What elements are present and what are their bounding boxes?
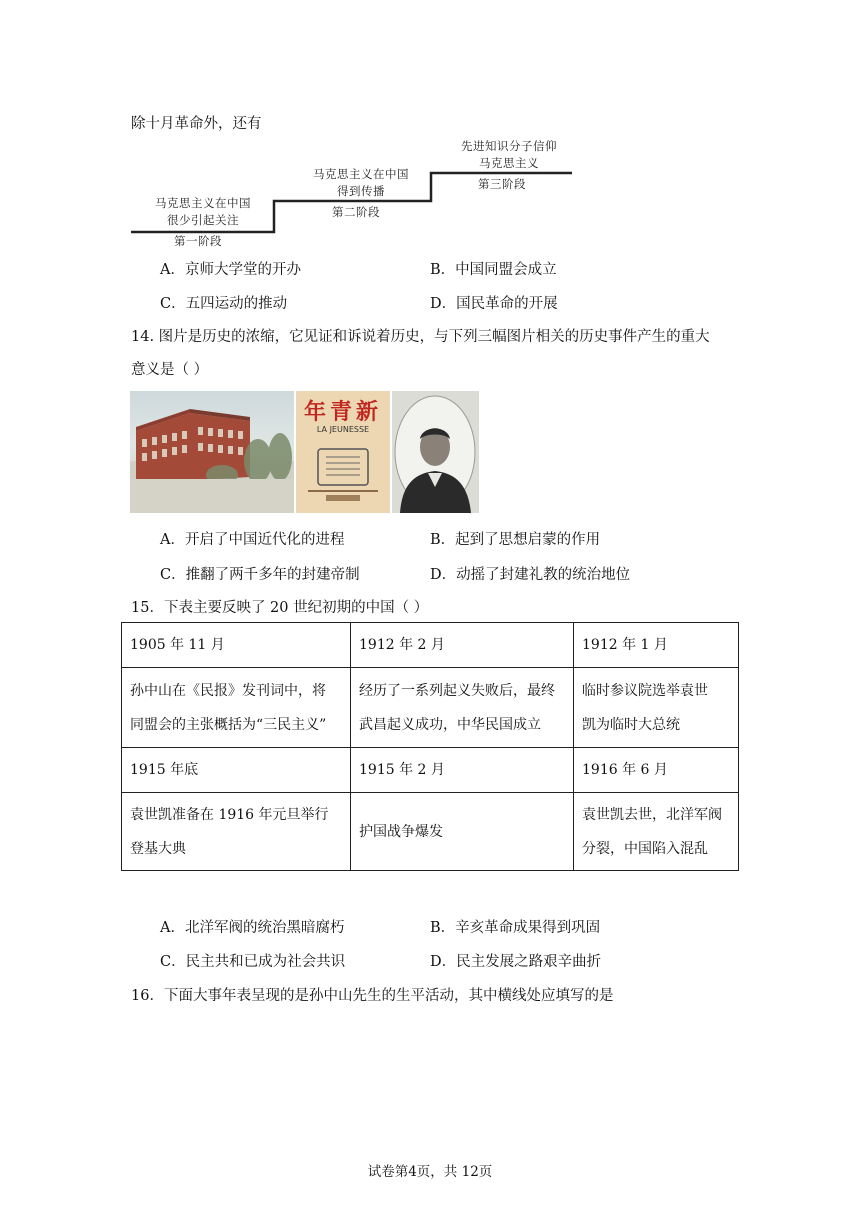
table-row [122, 748, 739, 793]
table-cell: 1912 年 2 月 [351, 623, 574, 668]
table-cell: 1912 年 1 月 [574, 623, 739, 668]
cell-text-line: 经历了一系列起义失败后，最终 [359, 682, 555, 699]
cell-text-line: 袁世凯去世，北洋军阀 [582, 806, 722, 823]
table-row [122, 668, 739, 748]
peking-university-red-building-image [130, 391, 294, 513]
table-cell: 1916 年 6 月 [574, 748, 739, 793]
q14-option-b[interactable]: B．起到了思想启蒙的作用 [430, 532, 601, 548]
table-cell [574, 793, 739, 871]
chen-duxiu-portrait-image [392, 391, 479, 513]
magazine-cover-artwork [296, 391, 390, 513]
table-cell [122, 668, 351, 748]
magazine-subtitle: LA JEUNESSE [316, 425, 370, 434]
q13-option-d[interactable]: D．国民革命的开展 [430, 296, 558, 312]
stage3-label: 第三阶段 [478, 177, 526, 191]
q14-option-c[interactable]: C．推翻了两千多年的封建帝制 [160, 567, 360, 583]
marxism-stages-diagram [131, 140, 581, 250]
table-cell [351, 793, 574, 871]
question-14-stem-line2: 意义是（ ） [131, 362, 209, 378]
table-cell: 1915 年底 [122, 748, 351, 793]
stage2-text-line2: 得到传播 [337, 184, 385, 198]
q13-option-b[interactable]: B．中国同盟会成立 [430, 262, 557, 278]
table-cell: 1905 年 11 月 [122, 623, 351, 668]
stage1-text-line1: 马克思主义在中国 [155, 196, 251, 210]
table-row [122, 793, 739, 871]
q13-option-a[interactable]: A．京师大学堂的开办 [160, 262, 301, 278]
stage2-label: 第二阶段 [332, 205, 380, 219]
cell-text-line: 同盟会的主张概括为“三民主义” [130, 716, 327, 733]
cell-text-line: 临时参议院选举袁世 [582, 682, 708, 699]
q14-option-d[interactable]: D．动摇了封建礼教的统治地位 [430, 567, 631, 583]
table-cell [574, 668, 739, 748]
stage2-text-line1: 马克思主义在中国 [313, 167, 409, 181]
cell-text-line: 凯为临时大总统 [582, 716, 680, 733]
q15-option-d[interactable]: D．民主发展之路艰辛曲折 [430, 954, 602, 970]
new-youth-magazine-cover-image [296, 391, 390, 513]
question-16-stem: 16．下面大事年表呈现的是孙中山先生的生平活动，其中横线处应填写的是 [131, 988, 614, 1004]
stage1-label: 第一阶段 [174, 234, 222, 248]
stage1-text-line2: 很少引起关注 [167, 213, 239, 227]
q14-option-a[interactable]: A．开启了中国近代化的进程 [160, 532, 345, 548]
cell-text-line: 武昌起义成功，中华民国成立 [359, 716, 541, 733]
cell-text-line: 分裂，中国陷入混乱 [582, 840, 708, 857]
table-cell [122, 793, 351, 871]
table-cell [351, 668, 574, 748]
stage3-text-line1: 先进知识分子信仰 [461, 139, 557, 153]
events-table [121, 622, 739, 871]
table-row [122, 623, 739, 668]
stage3-text-line2: 马克思主义 [479, 156, 539, 170]
table-cell: 1915 年 2 月 [351, 748, 574, 793]
q15-option-a[interactable]: A．北洋军阀的统治黑暗腐朽 [160, 920, 345, 936]
page-footer: 试卷第4页，共 12页 [367, 1164, 493, 1180]
q15-option-c[interactable]: C．民主共和已成为社会共识 [160, 954, 346, 970]
question-14-stem-line1: 14. 图片是历史的浓缩，它见证和诉说着历史，与下列三幅图片相关的历史事件产生的重大 [131, 329, 710, 345]
magazine-title: 年青新 [303, 400, 382, 425]
cell-text-line: 袁世凯准备在 1916 年元旦举行 [130, 806, 329, 823]
question-13-intro: 除十月革命外，还有 [131, 116, 262, 132]
cell-text-line: 登基大典 [130, 840, 186, 857]
cell-text-line: 护国战争爆发 [359, 823, 443, 840]
cell-text-line: 孙中山在《民报》发刊词中，将 [130, 682, 326, 699]
q15-option-b[interactable]: B．辛亥革命成果得到巩固 [430, 920, 601, 936]
question-15-stem: 15．下表主要反映了 20 世纪初期的中国（ ） [131, 600, 429, 616]
q13-option-c[interactable]: C．五四运动的推动 [160, 296, 288, 312]
